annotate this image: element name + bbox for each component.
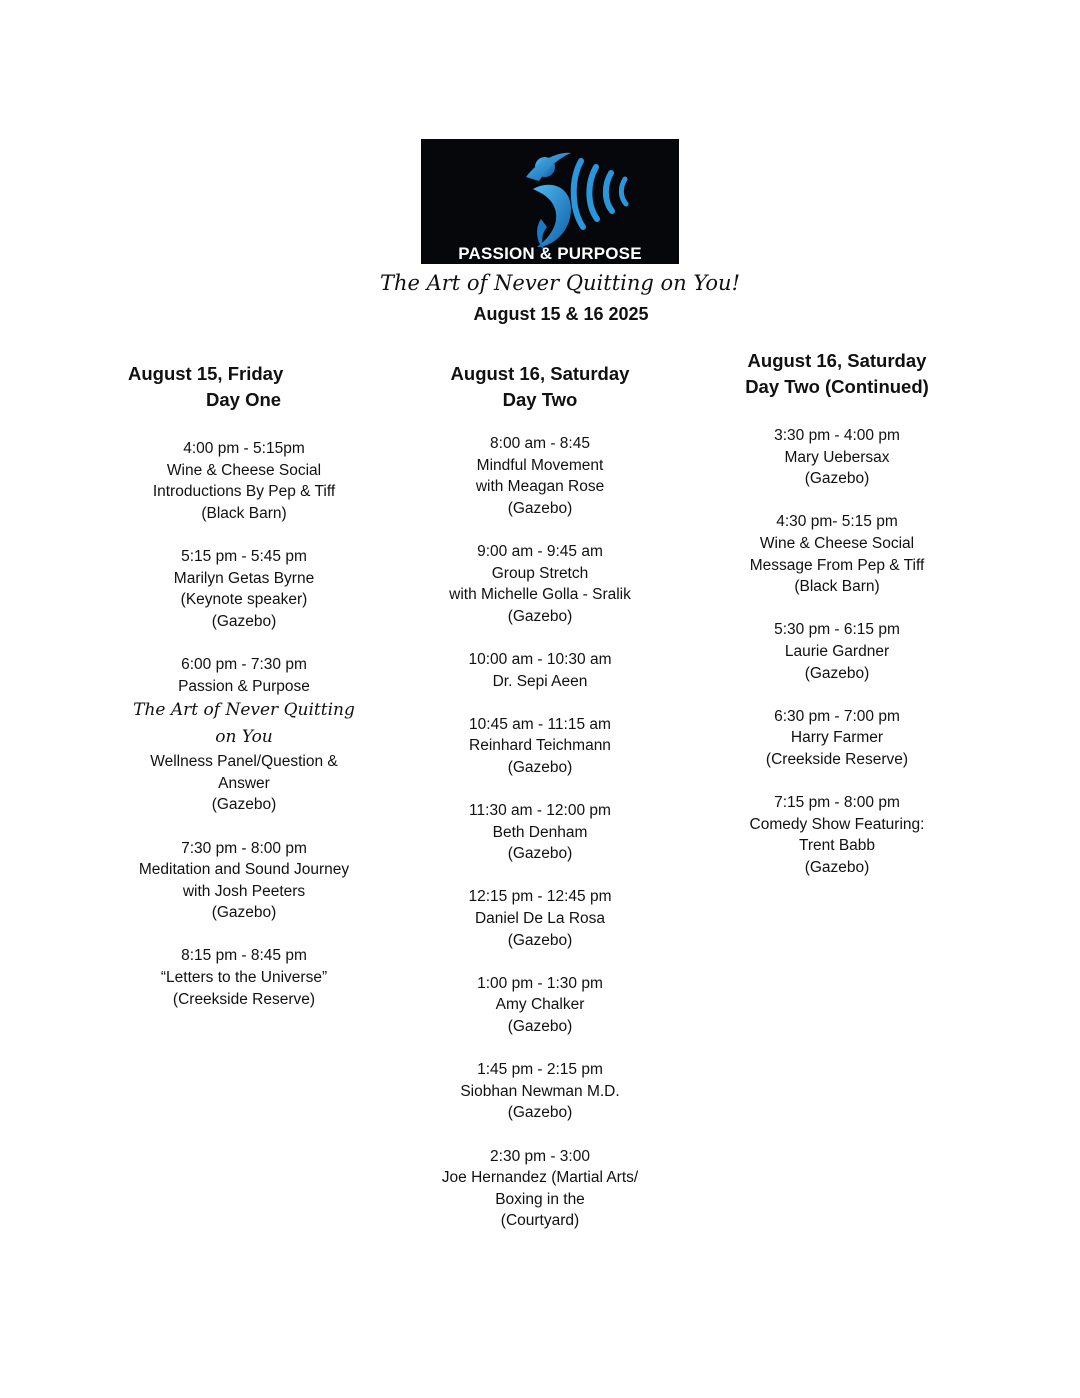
event-time: 7:30 pm - 8:00 pm: [181, 839, 307, 857]
event-location: (Gazebo): [211, 796, 277, 814]
schedule-item: [420, 973, 660, 1038]
event-location: (Gazebo): [804, 664, 870, 682]
day-two-schedule: [420, 433, 660, 1254]
event-line: Laurie Gardner: [784, 642, 890, 660]
day-two-date: August 16, Saturday: [450, 363, 630, 384]
day-two-heading: [430, 361, 650, 413]
schedule-item: [420, 649, 660, 692]
event-line: Wellness Panel/Question &: [150, 753, 338, 771]
schedule-item: [124, 438, 364, 524]
event-line: with Josh Peeters: [182, 882, 306, 900]
event-line: Marilyn Getas Byrne: [173, 569, 315, 587]
event-time: 1:45 pm - 2:15 pm: [477, 1061, 603, 1079]
event-location: (Gazebo): [804, 858, 870, 876]
event-line: Trent Babb: [798, 837, 876, 855]
schedule-item: [717, 792, 957, 878]
schedule-item: [124, 654, 364, 816]
event-time: 3:30 pm - 4:00 pm: [774, 427, 900, 444]
event-line: Group Stretch: [491, 564, 589, 582]
event-line: Wine & Cheese Social: [166, 461, 322, 479]
event-location: (Creekside Reserve): [765, 750, 909, 768]
schedule-item: [420, 433, 660, 519]
event-location: (Courtyard): [500, 1212, 580, 1230]
event-line: Answer: [218, 774, 270, 792]
event-time: 4:30 pm- 5:15 pm: [776, 513, 898, 531]
day-two-label: Day Two: [502, 389, 578, 410]
event-time: 1:00 pm - 1:30 pm: [477, 974, 603, 992]
event-line: Meditation and Sound Journey: [138, 861, 350, 879]
event-location: (Gazebo): [211, 612, 277, 630]
event-time: 11:30 am - 12:00 pm: [469, 802, 611, 820]
event-script-title: The Art of Never Quitting on You: [133, 700, 355, 748]
event-time: 5:30 pm - 6:15 pm: [774, 621, 900, 639]
logo: [421, 139, 679, 264]
day-one-label: Day One: [206, 389, 282, 410]
schedule-item: [420, 714, 660, 779]
event-location: (Gazebo): [507, 758, 573, 776]
event-line: Dr. Sepi Aeen: [492, 672, 588, 690]
event-time: 7:15 pm - 8:00 pm: [774, 794, 900, 812]
event-line: with Michelle Golla - Sralik: [449, 586, 631, 604]
event-line: Boxing in the: [495, 1190, 585, 1208]
schedule-item: [124, 945, 364, 1010]
event-location: (Gazebo): [507, 931, 573, 949]
event-line: Introductions By Pep & Tiff: [152, 483, 336, 501]
event-line: with Meagan Rose: [475, 478, 605, 496]
schedule-item: [420, 1146, 660, 1232]
day-one-date: August 15, Friday: [128, 363, 284, 384]
event-time: 12:15 pm - 12:45 pm: [468, 888, 612, 906]
event-line: Harry Farmer: [790, 729, 884, 747]
day-two-continued-label: Day Two (Continued): [745, 376, 929, 397]
event-time: 10:00 am - 10:30 am: [468, 650, 612, 668]
schedule-item: [124, 546, 364, 632]
schedule-item: [717, 425, 957, 490]
schedule-item: [717, 511, 957, 597]
tagline: The Art of Never Quitting on You!: [379, 271, 741, 295]
schedule-item: [717, 619, 957, 684]
event-line: Wine & Cheese Social: [759, 534, 915, 552]
event-time: 8:15 pm - 8:45 pm: [181, 947, 307, 965]
event-time: 5:15 pm - 5:45 pm: [181, 547, 307, 565]
event-line: (Keynote speaker): [180, 591, 308, 609]
event-time: 6:30 pm - 7:00 pm: [774, 707, 900, 725]
event-time: 9:00 am - 9:45 am: [477, 542, 603, 560]
event-line: Joe Hernandez (Martial Arts/: [441, 1169, 639, 1187]
event-location: (Creekside Reserve): [172, 990, 316, 1008]
schedule-item: [717, 706, 957, 771]
schedule-item: [420, 1059, 660, 1124]
event-location: (Gazebo): [211, 904, 277, 922]
event-line: Siobhan Newman M.D.: [460, 1082, 620, 1100]
event-location: (Black Barn): [794, 578, 880, 596]
event-line: Message From Pep & Tiff: [749, 556, 925, 574]
event-location: (Black Barn): [201, 504, 287, 522]
schedule-item: [420, 541, 660, 627]
event-location: (Gazebo): [507, 1018, 573, 1036]
event-time: 8:00 am - 8:45: [490, 435, 590, 452]
event-dates: August 15 & 16 2025: [473, 304, 649, 324]
event-line: Passion & Purpose: [178, 677, 310, 695]
event-line: Reinhard Teichmann: [469, 737, 611, 755]
event-line: Mary Uebersax: [784, 448, 890, 466]
logo-text: PASSION & PURPOSE: [458, 244, 642, 263]
event-line: Daniel De La Rosa: [474, 910, 606, 928]
event-time: 10:45 am - 11:15 am: [469, 715, 611, 733]
schedule-item: [420, 886, 660, 951]
event-line: Comedy Show Featuring:: [749, 815, 925, 833]
day-two-continued-date: August 16, Saturday: [747, 350, 927, 371]
day-two-continued-heading: [727, 348, 947, 400]
event-location: (Gazebo): [507, 499, 573, 517]
event-time: 4:00 pm - 5:15pm: [183, 440, 305, 457]
event-time: 2:30 pm - 3:00: [490, 1147, 590, 1165]
event-line: “Letters to the Universe”: [160, 969, 328, 987]
event-line: Amy Chalker: [495, 996, 585, 1014]
event-line: Mindful Movement: [476, 456, 604, 474]
event-location: (Gazebo): [507, 607, 573, 625]
schedule-item: [124, 838, 364, 924]
day-two-continued-schedule: [717, 425, 957, 900]
event-line: Beth Denham: [492, 823, 588, 841]
day-one-schedule: [124, 438, 364, 1032]
schedule-item: [420, 800, 660, 865]
event-time: 6:00 pm - 7:30 pm: [181, 655, 307, 673]
event-location: (Gazebo): [507, 1104, 573, 1122]
day-one-heading: [128, 361, 283, 413]
event-location: (Gazebo): [507, 845, 573, 863]
event-location: (Gazebo): [804, 470, 870, 488]
